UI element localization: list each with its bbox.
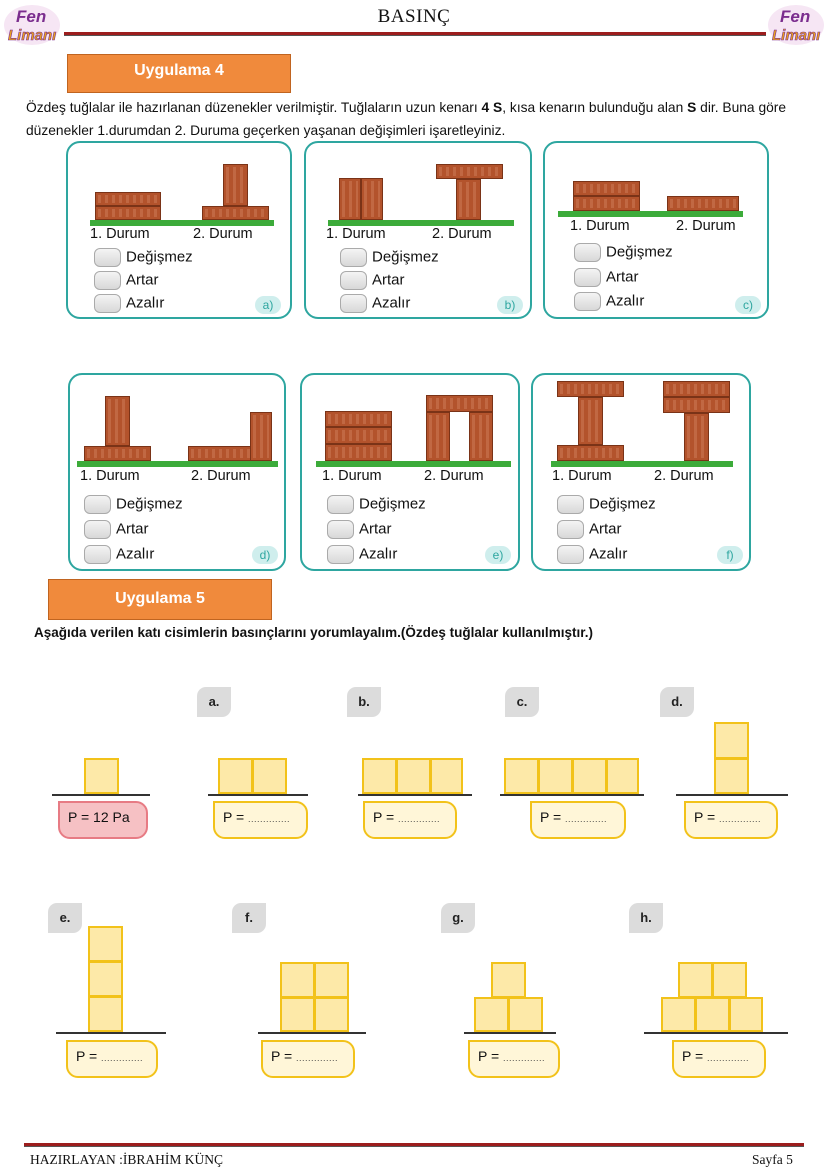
- pressure-input-c[interactable]: P = ..............: [530, 801, 626, 839]
- checkbox[interactable]: [574, 268, 601, 287]
- ground-line: [358, 794, 472, 796]
- cube: [84, 758, 119, 794]
- state-1-label: 1. Durum: [80, 468, 140, 484]
- cube: [712, 962, 747, 998]
- cube: [714, 758, 749, 794]
- cube: [88, 961, 123, 997]
- ground-line: [644, 1032, 788, 1034]
- cube: [504, 758, 539, 794]
- footer-rule: [24, 1143, 804, 1147]
- pressure-input-d[interactable]: P = ..............: [684, 801, 778, 839]
- item-tag-h: h.: [629, 903, 663, 933]
- ground-line: [464, 1032, 556, 1034]
- brick: [667, 196, 739, 211]
- ground: [558, 211, 743, 217]
- logo-text-fen: Fen: [16, 7, 47, 26]
- option-azalir-e[interactable]: Azalır: [327, 545, 397, 564]
- option-degismez-d[interactable]: Değişmez: [84, 495, 183, 514]
- checkbox[interactable]: [84, 545, 111, 564]
- cube: [362, 758, 397, 794]
- brick: [84, 446, 151, 461]
- ground-line: [500, 794, 644, 796]
- footer-page: Sayfa 5: [752, 1152, 793, 1167]
- cube: [508, 997, 543, 1032]
- state-1-label: 1. Durum: [552, 468, 612, 484]
- checkbox[interactable]: [340, 248, 367, 267]
- brick: [202, 206, 269, 220]
- brick: [339, 178, 361, 220]
- cube: [314, 962, 349, 998]
- state-1-label: 1. Durum: [326, 226, 386, 242]
- panel-tag-b: b): [497, 296, 523, 314]
- item-tag-b: b.: [347, 687, 381, 717]
- option-degismez-e[interactable]: Değişmez: [327, 495, 426, 514]
- item-tag-e: e.: [48, 903, 82, 933]
- cube: [218, 758, 253, 794]
- checkbox[interactable]: [84, 520, 111, 539]
- option-degismez-c[interactable]: Değişmez: [574, 243, 673, 262]
- state-2-label: 2. Durum: [676, 218, 736, 234]
- brick: [426, 395, 493, 412]
- option-degismez-f[interactable]: Değişmez: [557, 495, 656, 514]
- pressure-input-g[interactable]: P = ..............: [468, 1040, 560, 1078]
- checkbox[interactable]: [340, 271, 367, 290]
- checkbox[interactable]: [557, 495, 584, 514]
- brick: [95, 192, 161, 206]
- brick: [188, 446, 253, 461]
- pressure-input-b[interactable]: P = ..............: [363, 801, 457, 839]
- option-artar-c[interactable]: Artar: [574, 268, 639, 287]
- ground-line: [258, 1032, 366, 1034]
- brick: [250, 412, 272, 461]
- item-tag-d: d.: [660, 687, 694, 717]
- panel-tag-d: d): [252, 546, 278, 564]
- cube: [695, 997, 730, 1032]
- ground-line: [208, 794, 308, 796]
- cube: [280, 997, 315, 1032]
- brick: [684, 413, 709, 461]
- option-azalir-b[interactable]: Azalır: [340, 294, 410, 313]
- state-2-label: 2. Durum: [432, 226, 492, 242]
- checkbox[interactable]: [327, 545, 354, 564]
- example-pressure: P = 12 Pa: [68, 809, 130, 825]
- brick: [325, 411, 392, 427]
- checkbox[interactable]: [557, 545, 584, 564]
- pressure-input-e[interactable]: P = ..............: [66, 1040, 158, 1078]
- uygulama-5-label: Uygulama 5: [48, 579, 272, 620]
- option-azalir-a[interactable]: Azalır: [94, 294, 164, 313]
- panel-tag-a: a): [255, 296, 281, 314]
- checkbox[interactable]: [94, 271, 121, 290]
- option-degismez-a[interactable]: Değişmez: [94, 248, 193, 267]
- cube: [252, 758, 287, 794]
- option-artar-b[interactable]: Artar: [340, 271, 405, 290]
- brick: [663, 397, 730, 413]
- state-1-label: 1. Durum: [570, 218, 630, 234]
- checkbox[interactable]: [94, 294, 121, 313]
- cube: [572, 758, 607, 794]
- panel-tag-e: e): [485, 546, 511, 564]
- footer-author: HAZIRLAYAN :İBRAHİM KÜNÇ: [30, 1152, 224, 1167]
- option-degismez-b[interactable]: Değişmez: [340, 248, 439, 267]
- ground: [77, 461, 278, 467]
- item-tag-a: a.: [197, 687, 231, 717]
- option-azalir-c[interactable]: Azalır: [574, 292, 644, 311]
- brick: [557, 381, 624, 397]
- option-artar-d[interactable]: Artar: [84, 520, 149, 539]
- ground: [316, 461, 511, 467]
- ground-line: [56, 1032, 166, 1034]
- cube: [88, 926, 123, 962]
- cube: [314, 997, 349, 1032]
- checkbox[interactable]: [557, 520, 584, 539]
- brick: [578, 397, 603, 445]
- logo-text-limani: Limanı: [8, 27, 57, 44]
- checkbox[interactable]: [574, 292, 601, 311]
- checkbox[interactable]: [574, 243, 601, 262]
- ground-line: [676, 794, 788, 796]
- cube: [430, 758, 463, 794]
- brick: [95, 206, 161, 220]
- panel-tag-f: f): [717, 546, 743, 564]
- ground-line: [52, 794, 150, 796]
- item-tag-c: c.: [505, 687, 539, 717]
- cube: [491, 962, 526, 998]
- cube: [606, 758, 639, 794]
- brick: [223, 164, 248, 206]
- checkbox[interactable]: [84, 495, 111, 514]
- example-pressure-box: [58, 801, 148, 839]
- brick: [361, 178, 383, 220]
- cube: [538, 758, 573, 794]
- checkbox[interactable]: [340, 294, 367, 313]
- option-artar-f[interactable]: Artar: [557, 520, 622, 539]
- brick: [426, 412, 450, 461]
- option-artar-a[interactable]: Artar: [94, 271, 159, 290]
- brick: [557, 445, 624, 461]
- uygulama-4-label: Uygulama 4: [67, 54, 291, 93]
- cube: [678, 962, 713, 998]
- pressure-input-a[interactable]: P = ..............: [213, 801, 308, 839]
- page-title: BASINÇ: [377, 6, 451, 27]
- option-azalir-f[interactable]: Azalır: [557, 545, 627, 564]
- option-azalir-d[interactable]: Azalır: [84, 545, 154, 564]
- brick: [325, 444, 392, 461]
- brick: [456, 179, 481, 220]
- pressure-input-f[interactable]: P = ..............: [261, 1040, 355, 1078]
- header-rule: [64, 32, 766, 36]
- brick: [573, 181, 640, 196]
- brick: [469, 412, 493, 461]
- option-artar-e[interactable]: Artar: [327, 520, 392, 539]
- checkbox[interactable]: [94, 248, 121, 267]
- panel-tag-c: c): [735, 296, 761, 314]
- u4-instructions: Özdeş tuğlalar ile hazırlanan düzenekler verilmiştir. Tuğlaların uzun kenarı 4 S, kısa kenarın bulunduğu alan S dir. Buna göre düzenekler 1.durumdan 2. Duruma geçerken yaşanan değişimleri işaretleyiniz.: [26, 100, 787, 138]
- brick: [573, 196, 640, 211]
- state-2-label: 2. Durum: [191, 468, 251, 484]
- state-1-label: 1. Durum: [90, 226, 150, 242]
- state-2-label: 2. Durum: [654, 468, 714, 484]
- state-2-label: 2. Durum: [424, 468, 484, 484]
- ground: [551, 461, 733, 467]
- pressure-input-h[interactable]: P = ..............: [672, 1040, 766, 1078]
- state-2-label: 2. Durum: [193, 226, 253, 242]
- brick: [105, 396, 130, 446]
- u5-instructions: Aşağıda verilen katı cisimlerin basınçlarını yorumlayalım.(Özdeş tuğlalar kullanılmıştır.): [34, 625, 593, 640]
- cube: [88, 996, 123, 1032]
- logo-text-fen: Fen: [780, 7, 811, 26]
- brick: [436, 164, 503, 179]
- cube: [280, 962, 315, 998]
- cube: [714, 722, 749, 759]
- cube: [474, 997, 509, 1032]
- checkbox[interactable]: [327, 520, 354, 539]
- checkbox[interactable]: [327, 495, 354, 514]
- state-1-label: 1. Durum: [322, 468, 382, 484]
- brick: [663, 381, 730, 397]
- cube: [396, 758, 431, 794]
- cube: [729, 997, 763, 1032]
- logo-text-limani: Limanı: [772, 27, 821, 44]
- brick: [325, 427, 392, 444]
- cube: [661, 997, 696, 1032]
- item-tag-g: g.: [441, 903, 475, 933]
- item-tag-f: f.: [232, 903, 266, 933]
